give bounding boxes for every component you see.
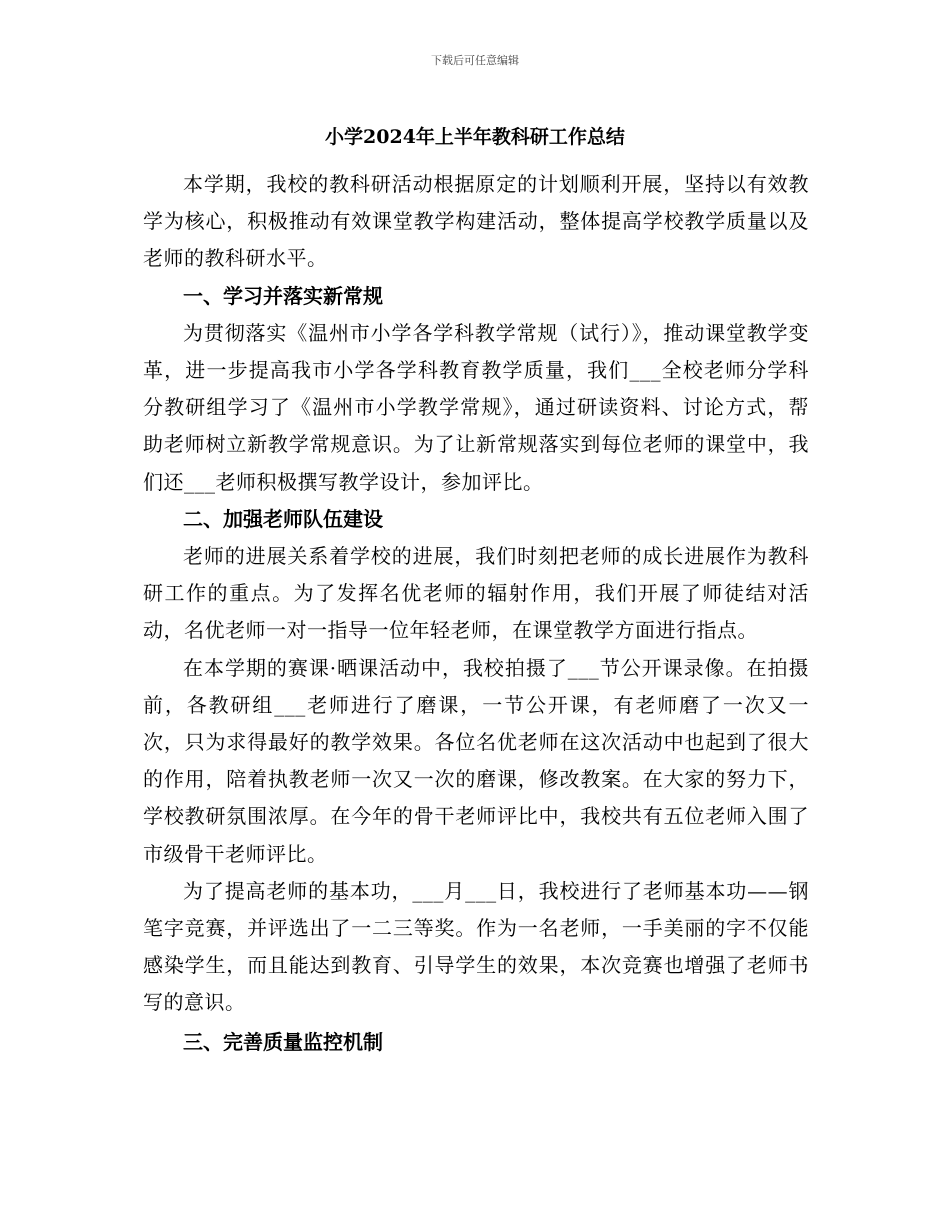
document-title: 小学2024年上半年教科研工作总结 [325, 126, 625, 148]
document-body [143, 166, 809, 1061]
section-heading-3: 三、完善质量监控机制 [183, 1029, 383, 1054]
section-1-paragraph-1: 为贯彻落实《温州市小学各学科教学常规（试行）》，推动课堂教学变革，进一步提高我市小学各学科教育教学质量，我们___全校老师分学科分教研组学习了《温州市小学教学常规》，通过研读资料、讨论方式，帮助老师树立新教学常规意识。为了让新常规落实到每位老师的课堂中，我们还___老师积极撰写教学设计，参加评比。 [143, 320, 809, 494]
intro-paragraph: 本学期，我校的教科研活动根据原定的计划顺利开展，坚持以有效教学为核心，积极推动有效课堂教学构建活动，整体提高学校教学质量以及老师的教科研水平。 [143, 172, 809, 271]
section-heading-1: 一、学习并落实新常规 [183, 283, 383, 308]
section-2-paragraph-1: 老师的进展关系着学校的进展，我们时刻把老师的成长进展作为教科研工作的重点。为了发挥名优老师的辐射作用，我们开展了师徒结对活动，名优老师一对一指导一位年轻老师，在课堂教学方面进行指点。 [143, 544, 809, 643]
section-heading-2: 二、加强老师队伍建设 [183, 506, 383, 531]
section-2-paragraph-2: 在本学期的赛课·晒课活动中，我校拍摄了___节公开课录像。在拍摄前，各教研组___老师进行了磨课，一节公开课，有老师磨了一次又一次，只为求得最好的教学效果。各位名优老师在这次活动中也起到了很大的作用，陪着执教老师一次又一次的磨课，修改教案。在大家的努力下，学校教研氛围浓厚。在今年的骨干老师评比中，我校共有五位老师入围了市级骨干老师评比。 [143, 655, 809, 866]
section-2-paragraph-3: 为了提高老师的基本功，___月___日，我校进行了老师基本功——钢笔字竞赛，并评选出了一二三等奖。作为一名老师，一手美丽的字不仅能感染学生，而且能达到教育、引导学生的效果，本次竞赛也增强了老师书写的意识。 [143, 878, 809, 1015]
page-header-note: 下载后可任意编辑 [431, 54, 519, 67]
